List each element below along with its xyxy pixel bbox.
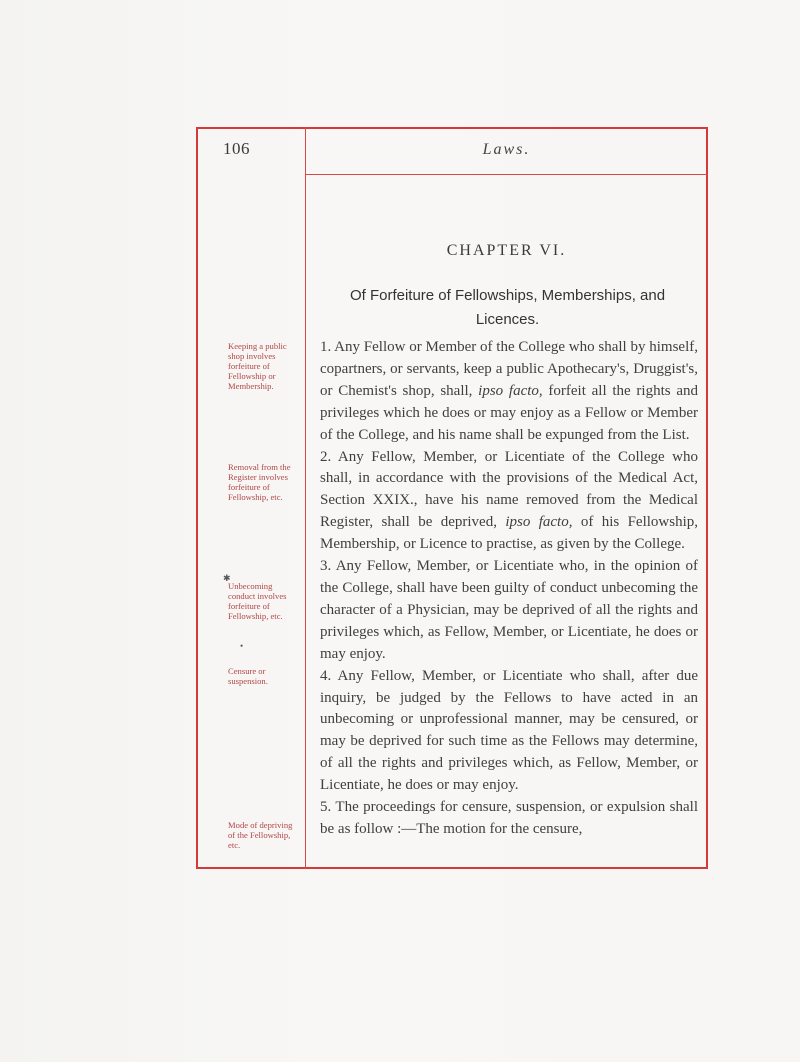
margin-note-censure: Censure or suspension. xyxy=(228,666,268,686)
chapter-title-line-2: Licences. xyxy=(475,311,540,328)
paragraph-3: 3. Any Fellow, Member, or Licentiate who, in the opinion of the College, shall have been guilty of conduct unbecoming the character of a Physician, may be deprived of all the rights and privileges which, as Fellow, Member, or Licentiate, he does or may enjoy. xyxy=(320,558,698,662)
margin-rule xyxy=(305,127,306,869)
chapter-heading: CHAPTER VI. xyxy=(446,242,567,259)
page-number: 106 xyxy=(223,139,250,158)
chapter-title xyxy=(316,284,699,332)
header-rule xyxy=(305,174,708,175)
asterisk-mark: ✱ xyxy=(223,573,231,583)
running-head: Laws. xyxy=(482,141,531,158)
paragraph-1: 1. Any Fellow or Member of the College who shall by himself, copartners, or servants, keep a public Apothecary's, Druggist's, or Chemist's shop, shall, ipso facto, forfeit all the rights and privileges which he does or may enjoy as a Fellow or Member of the College, and his name shall be expunged from the List. xyxy=(320,339,698,443)
margin-note-register-removal: Removal from the Register involves forfeiture of Fellowship, etc. xyxy=(228,462,291,502)
margin-note-mode-of-depriving: Mode of depriving of the Fellowship, etc. xyxy=(228,820,293,850)
dot-mark: • xyxy=(240,641,244,651)
paragraph-2: 2. Any Fellow, Member, or Licentiate of the College who shall, in accordance with the provisions of the Medical Act, Section XXIX., have his name removed from the Medical Register, shall be deprived, ipso facto, of his Fellowship, Membership, or Licence to practise, as given by the College. xyxy=(320,448,698,553)
margin-note-unbecoming-conduct: Unbecoming conduct involves forfeiture of Fellowship, etc. xyxy=(228,581,287,621)
chapter-title-line-1: Of Forfeiture of Fellowships, Memberships, and xyxy=(349,287,666,304)
paragraph-5: 5. The proceedings for censure, suspension, or expulsion shall be as follow :—The motion for the censure, xyxy=(320,799,698,837)
chapter-body xyxy=(320,337,698,841)
margin-note-public-shop: Keeping a public shop involves forfeiture of Fellowship or Membership. xyxy=(228,341,287,391)
paragraph-4: 4. Any Fellow, Member, or Licentiate who shall, after due inquiry, be judged by the Fellows to have acted in an unbecoming or unprofessional manner, may be censured, or may be deprived for such time as the Fellows may determine, of all the rights and privileges which, as Fellow, Member, or Licentiate, he does or may enjoy. xyxy=(320,667,698,794)
